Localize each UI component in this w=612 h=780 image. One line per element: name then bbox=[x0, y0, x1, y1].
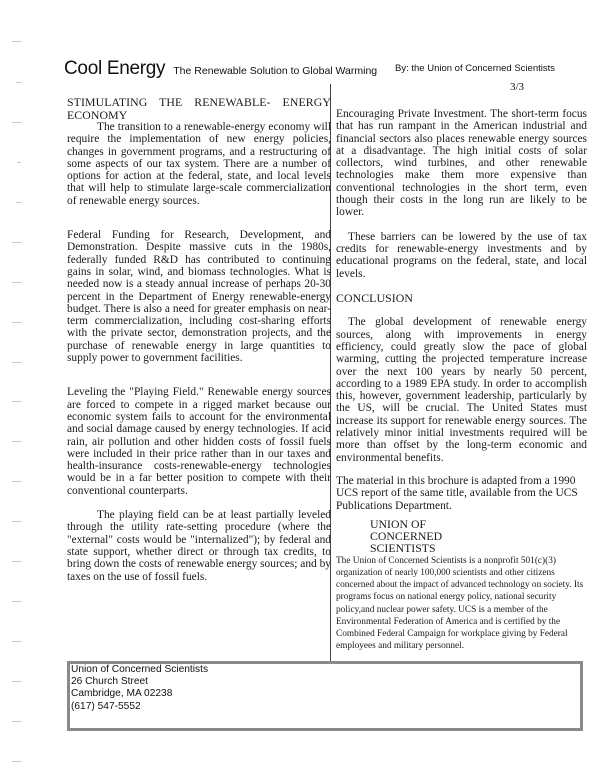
document-title: Cool Energy bbox=[64, 58, 166, 79]
margin-mark bbox=[12, 761, 22, 762]
margin-mark bbox=[17, 162, 21, 163]
paragraph: The transition to a renewable-energy economy will require the implementation of new energy policies, changes in government programs, and a restructuring of some aspects of our tax system. There are a number of options for action at the federal, state, and local levels that will help to stimulate large-scale commercialization of renewable energy sources. bbox=[67, 121, 331, 207]
address-street: 26 Church Street bbox=[71, 676, 149, 688]
left-column bbox=[67, 96, 331, 594]
margin-mark bbox=[12, 41, 22, 42]
margin-mark bbox=[12, 481, 22, 482]
byline: By: the Union of Concerned Scientists bbox=[395, 63, 556, 74]
margin-mark bbox=[12, 282, 22, 283]
document-subtitle: The Renewable Solution to Global Warming bbox=[173, 65, 378, 77]
paragraph: Federal Funding for Research, Development, and Demonstration. Despite massive cuts in the 1980s, federally funded R&D has contributed to continuing gains in solar, wind, and biomass technologies. What is needed now is a steady annual increase of perhaps 20-30 percent in the Department of Energy renewable-energy budget. There is also a need for greater emphasis on near-term commercialization, including cost-sharing efforts with the private sector, demonstration projects, and the purchase of renewable energy in large quantities to supply power to government facilities. bbox=[67, 229, 331, 365]
address-org: Union of Concerned Scientists bbox=[71, 664, 209, 675]
paragraph: The material in this brochure is adapted from a 1990 UCS report of the same title, available from the UCS Publications Department. bbox=[336, 474, 578, 512]
conclusion-heading: CONCLUSION bbox=[336, 290, 414, 305]
paragraph: Encouraging Private Investment. The short-term focus that has run rampant in the American industrial and financial sectors also places renewable energy sources at a disadvantage. The high initial costs of solar collectors, wind turbines, and other renewable technologies make them more expensive than conventional technologies in the short term, even though their costs in the long run are likely to be lower. bbox=[336, 108, 587, 219]
paragraph: Leveling the "Playing Field." Renewable energy sources are forced to compete in a rigged market because our economic system fails to account for the environmental and social damage caused by energy technologies. If acid rain, air pollution and other hidden costs of fossil fuels were included in their price rather than in our taxes and health-insurance costs-renewable-energy technologies would be in a far better position to compete with their conventional counterparts. bbox=[67, 386, 331, 497]
margin-mark bbox=[16, 202, 22, 203]
margin-mark bbox=[12, 242, 22, 243]
margin-mark bbox=[12, 561, 22, 562]
margin-mark bbox=[12, 681, 22, 682]
margin-mark bbox=[12, 441, 22, 442]
ucs-heading bbox=[370, 518, 587, 555]
margin-mark bbox=[12, 322, 22, 323]
ucs-heading-line: SCIENTISTS bbox=[370, 541, 436, 556]
page-number: 3/3 bbox=[510, 81, 525, 93]
ucs-description: The Union of Concerned Scientists is a nonprofit 501(c)(3) organization of nearly 100,000 scientists and other citizens concerned about the impact of advanced technology on society. Its programs focus on national energy policy, national security policy,and nuclear power safety. UCS is a member of the Environmental Federation of America and is certified by the Combined Federal Campaign for workplace giving by Federal employees and military personnel. bbox=[336, 555, 584, 652]
right-column bbox=[336, 94, 587, 652]
margin-mark bbox=[12, 122, 22, 123]
margin-mark bbox=[12, 721, 22, 722]
margin-mark bbox=[16, 82, 22, 83]
margin-mark bbox=[12, 401, 22, 402]
ucs-heading-line: UNION OF bbox=[370, 516, 427, 531]
margin-mark bbox=[12, 521, 22, 522]
address-phone: (617) 547-5552 bbox=[71, 700, 141, 712]
paragraph: The playing field can be at least partially leveled through the utility rate-setting procedure (where the "external" costs would be "internalized"); by federal and state support, whether direct or through tax credits, to bring down the costs of renewable energy sources; and by taxes on the use of fossil fuels. bbox=[67, 509, 331, 583]
section-heading: STIMULATING THE RENEWABLE- ENERGY ECONOMY bbox=[67, 95, 331, 122]
address-box bbox=[67, 661, 583, 731]
ucs-heading-line: CONCERNED bbox=[370, 529, 443, 544]
margin-mark bbox=[12, 601, 22, 602]
paragraph: These barriers can be lowered by the use of tax credits for renewable-energy investments and by educational programs on the federal, state, and local levels. bbox=[336, 230, 587, 280]
paragraph: The global development of renewable energy sources, along with improvements in energy efficiency, could greatly slow the pace of global warming, cutting the projected temperature increase over the next 100 years by nearly 50 percent, according to a 1989 EPA study. In order to accomplish this, however, government leadership, particularly by the US, will be crucial. The United States must increase its support for renewable energy sources. The relatively minor initial investments required will be more than offset by the long-term economic and environmental benefits. bbox=[336, 316, 587, 464]
margin-mark bbox=[12, 641, 22, 642]
address-city: Cambridge, MA 02238 bbox=[71, 688, 173, 700]
margin-mark bbox=[12, 362, 22, 363]
